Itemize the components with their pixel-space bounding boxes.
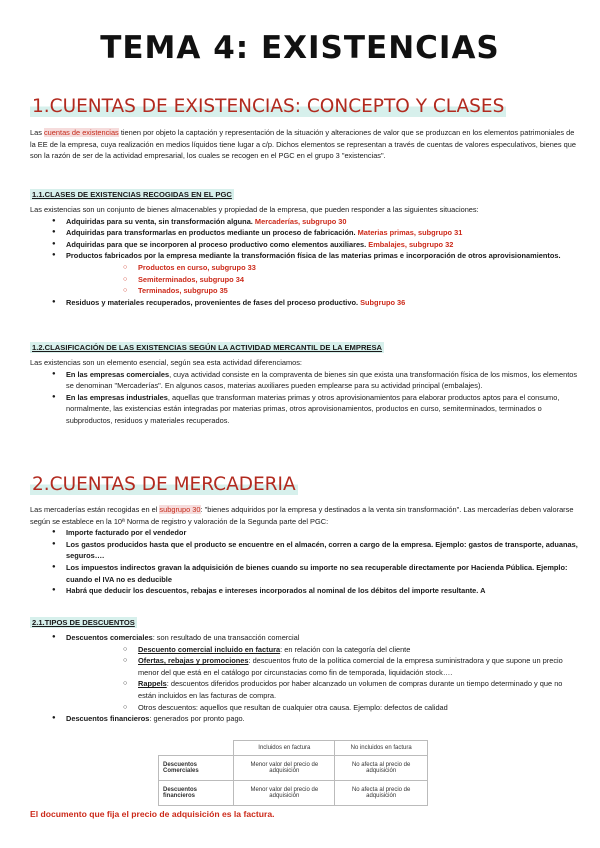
item-text: Residuos y materiales recuperados, provenientes de fases del proceso productivo.: [66, 297, 361, 307]
sublist-text: : en relación con la categoría del cliente: [280, 644, 411, 654]
descuentos-list: [30, 632, 578, 725]
intro-text-start: Las: [30, 128, 44, 137]
descuentos-table: [158, 740, 428, 806]
subsection-1-2-body: [30, 357, 578, 427]
intro-highlight: cuentas de existencias: [43, 128, 119, 137]
section-1-heading: 1.CUENTAS DE EXISTENCIAS: CONCEPTO Y CLASES: [32, 96, 505, 117]
sublist-item: ○ Semiterminados, subgrupo 34: [66, 274, 578, 286]
footer-note: El documento que fija el precio de adquisición es la factura.: [30, 809, 275, 819]
section-1-intro: [30, 127, 578, 162]
table-row: [159, 781, 428, 806]
item-bold: Descuentos financieros: [66, 714, 150, 724]
section-2-heading: 2.CUENTAS DE MERCADERIA: [32, 474, 296, 495]
table-cell: Descuentos financieros: [159, 781, 234, 806]
list-item: [30, 392, 578, 427]
item-text: Adquiridas para su venta, sin transformación alguna.: [66, 216, 255, 226]
sublist-text: Otros descuentos: aquellos que resultan de cualquier otra causa. Ejemplo: defectos de calidad: [138, 702, 448, 712]
sublist-item: [66, 702, 578, 714]
table-header-cell: [159, 741, 234, 756]
intro-text-rest: tienen por objeto la captación y representación de la situación y alteraciones de valor que se produzcan en los elementos patrimoniales de la EE de la empresa, cuya realización en medios líquidos tiene lugar a c/p. Dichos elementos se representan a través de cuentas de valores especulativos, bienes que son la razón de ser de la actividad empresarial, los cuales se recogen en el PGC en el grupo 3 "existencias".: [30, 128, 576, 161]
item-text: , aquellas que transforman materias primas y otros aprovisionamientos para elaborar productos aptos para el consumo, normalmente, las existencias están integradas por materias primas, otros aprovisionamientos, productos en curso, semiterminados, terminados o subproductos, residuos y materiales recuperados.: [66, 392, 560, 425]
existencias-list: [30, 216, 578, 309]
sublist-lead: Descuento comercial incluido en factura: [138, 644, 281, 654]
table-header-cell: Incluidos en factura: [234, 741, 335, 756]
item-account: Subgrupo 36: [360, 297, 406, 307]
sublist-text: : descuentos diferidos producidos por haber alcanzado un volumen de compras durante un tiempo determinado y que no están incluidos en las facturas de compra.: [138, 679, 563, 700]
empresas-list: [30, 369, 578, 427]
list-item: [30, 632, 578, 713]
sublist-item: [66, 678, 578, 701]
item-bold: En las empresas industriales: [66, 392, 168, 402]
list-item: ● Los gastos producidos hasta que el producto se encuentre en el almacén, corren a cargo de la empresa. Ejemplo: gastos de transporte, aduanas, seguros….: [30, 539, 578, 562]
item-text: , cuya actividad consiste en la compraventa de bienes sin que exista una transformación física de los mismos, los elementos se denominan "Mercaderías". En algunos casos, materias auxiliares pueden emplearse para su actividad principal (embalajes).: [66, 369, 578, 391]
productos-sublist: [66, 262, 578, 297]
subsection-1-1-body: [30, 204, 578, 308]
page-title: TEMA 4: EXISTENCIAS: [100, 30, 500, 66]
subsection-2-1-body: [30, 632, 578, 725]
list-item: ● Los impuestos indirectos gravan la adquisición de bienes cuando su importe no sea recuperable directamente por Hacienda Pública. Ejemplo: cuando el IVA no es deducible: [30, 562, 578, 585]
item-text: Productos fabricados por la empresa mediante la transformación física de las materias primas e incorporación de otros aprovisionamientos.: [66, 251, 561, 261]
item-account: Embalajes, subgrupo 32: [368, 239, 454, 249]
item-text: Adquiridas para transformarlas en productos mediante un proceso de fabricación.: [66, 228, 358, 238]
intro-highlight: subgrupo 30: [159, 505, 201, 514]
sublist-item: ○ Terminados, subgrupo 35: [66, 285, 578, 297]
subsection-1-2-heading: 1.2.CLASIFICACIÓN DE LAS EXISTENCIAS SEGÚN LA ACTIVIDAD MERCANTIL DE LA EMPRESA: [32, 343, 383, 352]
descuentos-comerciales-sublist: [66, 644, 578, 714]
subsection-2-1-heading: 2.1.TIPOS DE DESCUENTOS: [32, 618, 135, 627]
list-item: [30, 250, 578, 296]
table-header-row: [159, 741, 428, 756]
sublist-item: [66, 644, 578, 656]
table-cell: Menor valor del precio de adquisición: [234, 781, 335, 806]
intro-text-start: Las mercaderías están recogidas en el: [30, 505, 160, 514]
item-text: : son resultado de una transacción comercial: [152, 633, 300, 642]
list-item: [30, 369, 578, 392]
sublist-lead: Ofertas, rebajas y promociones: [138, 656, 249, 666]
table-cell: No afecta al precio de adquisición: [335, 756, 428, 781]
sublist-lead: Rappels: [138, 679, 167, 689]
subsection-1-2-intro: Las existencias son un elemento esencial, según sea esta actividad diferenciamos:: [30, 358, 302, 367]
list-item: ● Habrá que deducir los descuentos, rebajas e intereses incorporados al nominal de los débitos del importe resultante. A: [30, 585, 578, 597]
item-text: : generados por pronto pago.: [149, 714, 245, 724]
subsection-1-1-intro: Las existencias son un conjunto de bienes almacenables y propiedad de la empresa, que pueden responder a las siguientes situaciones:: [30, 205, 479, 214]
list-item: [30, 713, 578, 725]
list-item: ● Importe facturado por el vendedor: [30, 527, 578, 539]
table-cell: No afecta al precio de adquisición: [335, 781, 428, 806]
item-bold: Descuentos comerciales: [66, 633, 153, 642]
list-item: [30, 227, 578, 239]
subsection-1-1-heading: 1.1.CLASES DE EXISTENCIAS RECOGIDAS EN EL PGC: [32, 190, 232, 199]
table-cell: Descuentos Comerciales: [159, 756, 234, 781]
table-cell: Menor valor del precio de adquisición: [234, 756, 335, 781]
sublist-item: [66, 655, 578, 678]
sublist-item: ○ Productos en curso, subgrupo 33: [66, 262, 578, 274]
table-header-cell: No incluidos en factura: [335, 741, 428, 756]
list-item: [30, 239, 578, 251]
sublist-text: : descuentos fruto de la política comercial de la empresa suministradora y que supone un precio menor del que está en el catálogo por circunstacias como fin de temporada, liquidación stock….: [138, 656, 563, 677]
section-2-body: [30, 504, 578, 597]
item-text: Adquiridas para que se incorporen al proceso productivo como elementos auxiliares.: [66, 239, 369, 249]
item-account: Mercaderías, subgrupo 30: [254, 216, 347, 226]
item-bold: En las empresas comerciales: [66, 369, 170, 379]
list-item: [30, 297, 578, 309]
table-row: [159, 756, 428, 781]
list-item: [30, 216, 578, 228]
item-account: Materias primas, subgrupo 31: [357, 228, 463, 238]
valoracion-list: [30, 527, 578, 597]
intro-text-rest: : "bienes adquiridos por la empresa y destinados a la venta sin transformación". Las mercaderías deben valorarse según se establece en la 10ª Norma de registro y valoración de la Segunda parte del PGC:: [30, 505, 574, 526]
